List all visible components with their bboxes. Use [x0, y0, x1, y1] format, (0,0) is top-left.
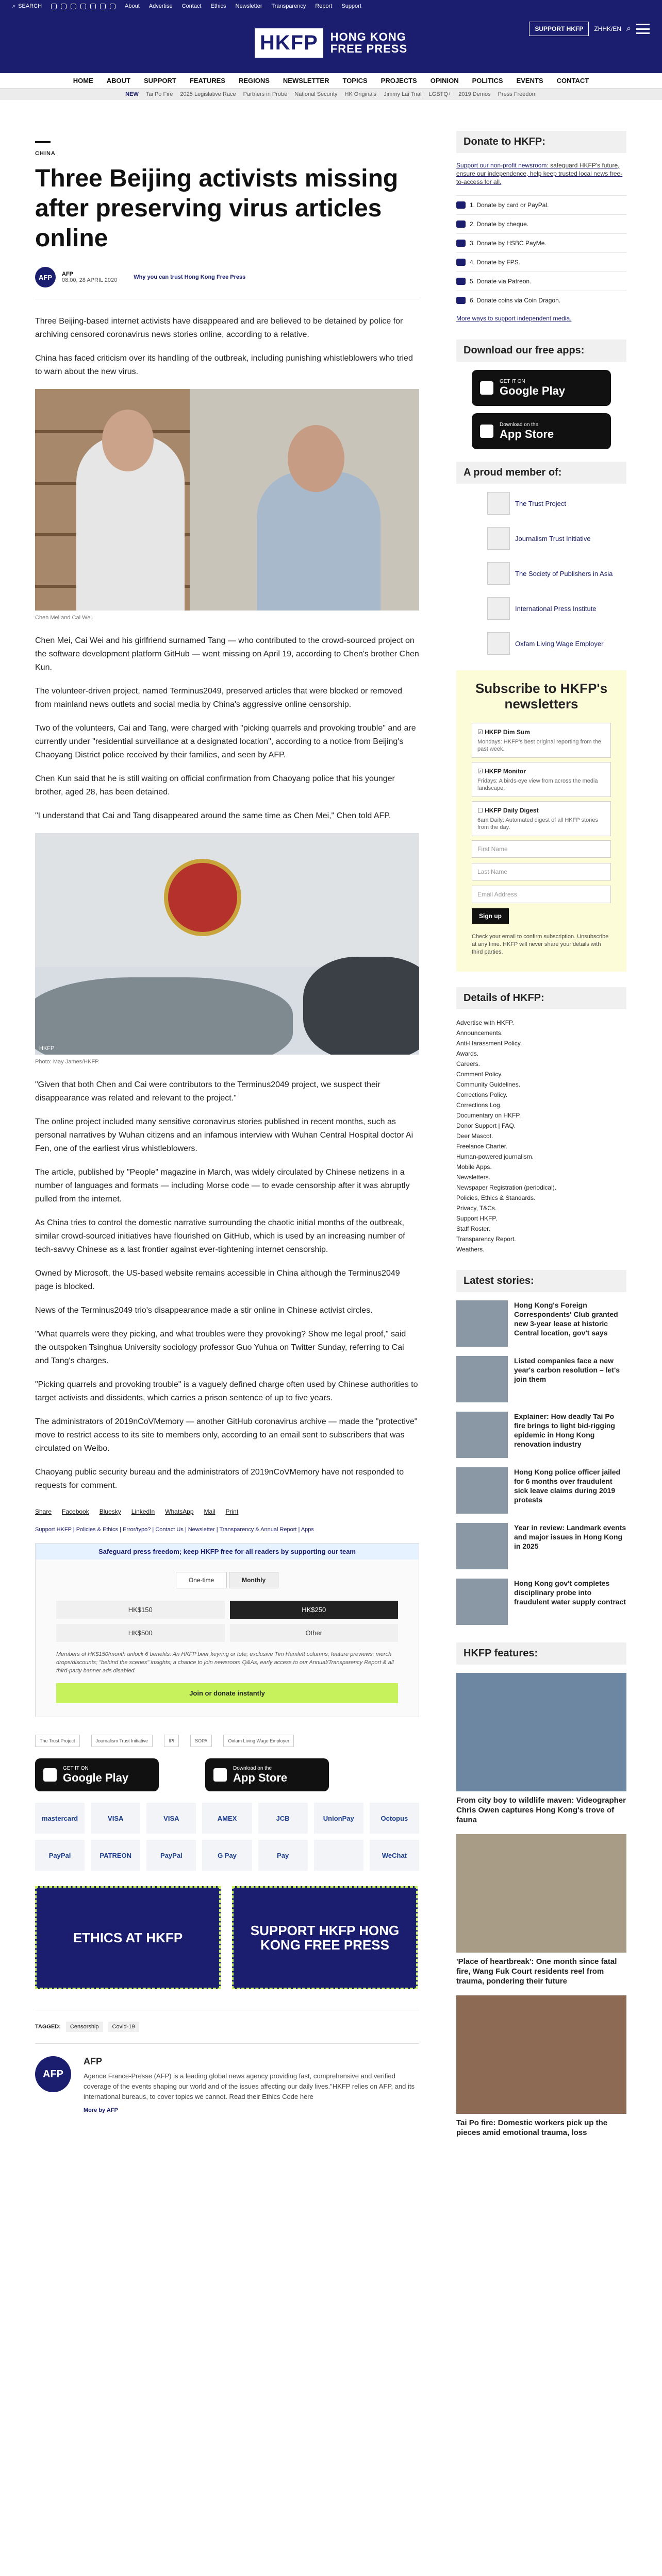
apple-icon	[213, 1768, 227, 1782]
paragraph: The administrators of 2019nCoVMemory — another GitHub coronavirus archive — made the "protective" move to restrict access to its site to members only, according to an email sent to subscribers that was circulated on Weibo.	[35, 1417, 418, 1453]
about-link[interactable]: Policies, Ethics & Standards.	[456, 1194, 536, 1201]
story-thumbnail	[456, 1300, 508, 1347]
photo-caption: Photo: May James/HKFP.	[35, 1059, 100, 1065]
about-link[interactable]: Privacy, T&Cs.	[456, 1205, 497, 1212]
payment-methods	[35, 1803, 419, 1871]
story-thumbnail	[456, 1356, 508, 1402]
nav-newsletter[interactable]: NEWSLETTER	[283, 77, 329, 84]
publish-date: 08:00, 28 APRIL 2020	[62, 277, 118, 283]
search-icon[interactable]: ⌕	[626, 24, 631, 33]
donate-option[interactable]: 1. Donate by card or PayPal.	[456, 195, 626, 214]
paypal-icon: PayPal	[146, 1840, 196, 1871]
share-links	[35, 1508, 419, 1515]
trending-bar: NEW Tai Po Fire 2025 Legislative Race Partners in Probe National Security HK Originals Jimmy Lai Trial LGBTQ+ 2019 Demos Press Freedom	[0, 89, 662, 100]
feature-image	[456, 1995, 626, 2114]
wechat-icon: WeChat	[370, 1840, 419, 1871]
menu-icon[interactable]	[636, 24, 650, 34]
email-input[interactable]: Email Address	[472, 886, 611, 903]
share-bluesky[interactable]: Bluesky	[99, 1508, 121, 1515]
freq-monthly[interactable]: Monthly	[229, 1572, 278, 1588]
author-name[interactable]: AFP	[62, 271, 73, 277]
article-category[interactable]: CHINA	[35, 150, 56, 157]
mastercard-icon: mastercard	[35, 1803, 85, 1834]
last-name-input[interactable]: Last Name	[472, 863, 611, 880]
activists-photo	[35, 389, 419, 611]
paragraph: The article, published by "People" magazine in March, was widely circulated by Chinese netizens in a number of languages and formats — including Morse code — to evade censorship after it was abruptly pulled from the internet.	[35, 1168, 410, 1204]
trending-link[interactable]: Jimmy Lai Trial	[384, 91, 422, 97]
visa-icon: VISA	[146, 1803, 196, 1834]
feature-image	[456, 1673, 626, 1791]
app-store-button[interactable]: Download on the App Store	[205, 1758, 329, 1791]
amount-option[interactable]: HK$150	[56, 1601, 225, 1619]
paragraph: "Given that both Chen and Cai were contributors to the Terminus2049 project, we suspect their disappearance was related and relevant to the project."	[35, 1080, 380, 1103]
share-label: Share	[35, 1508, 52, 1515]
fps-icon	[456, 259, 466, 266]
features-heading: HKFP features:	[456, 1642, 626, 1665]
member-sopa[interactable]: The Society of Publishers in Asia	[487, 562, 626, 585]
about-link[interactable]: Weathers.	[456, 1246, 485, 1253]
language-switch[interactable]: ZHHK/EN	[594, 25, 622, 32]
emblem-photo	[35, 833, 419, 1055]
trending-link[interactable]: National Security	[294, 91, 338, 97]
top-utility-bar	[0, 0, 662, 12]
threads-icon[interactable]	[100, 4, 106, 9]
google-play-icon	[43, 1768, 57, 1782]
feature-story[interactable]: Tai Po fire: Domestic workers pick up the pieces amid emotional trauma, loss	[456, 1995, 626, 2138]
paragraph: The volunteer-driven project, named Terminus2049, preserved articles that were blocked or removed from mainland news outlets and social media by China's aggressive online censorship.	[35, 687, 403, 709]
about-link[interactable]: Advertise with HKFP.	[456, 1019, 514, 1026]
about-link[interactable]: Awards.	[456, 1050, 479, 1057]
nav-politics[interactable]: POLITICS	[472, 77, 503, 84]
jcb-icon: JCB	[258, 1803, 308, 1834]
sidebar	[456, 100, 626, 2138]
latest-story[interactable]: Hong Kong gov't completes disciplinary probe into fraudulent water supply contract	[456, 1579, 626, 1625]
badge-oxfam[interactable]: Oxfam Living Wage Employer	[223, 1735, 294, 1747]
nav-support[interactable]: SUPPORT	[144, 77, 176, 84]
story-thumbnail	[456, 1523, 508, 1569]
facebook-icon[interactable]	[51, 4, 57, 9]
site-logo[interactable]: HKFP HONG KONG FREE PRESS	[255, 28, 407, 58]
payme-icon	[456, 240, 466, 247]
paragraph: The online project included many sensitive coronavirus stories published in recent months, such as personal narratives by Wuhan citizens and an infamous interview with Wuhan Central Hospital doctor Ai Fen, one of the earliest virus whistleblowers.	[35, 1117, 413, 1153]
apps-heading: Download our free apps:	[456, 340, 626, 362]
author-avatar[interactable]: AFP	[35, 267, 56, 287]
about-link[interactable]: Documentary on HKFP.	[456, 1112, 521, 1119]
about-link[interactable]: Support HKFP.	[456, 1215, 498, 1222]
nav-regions[interactable]: REGIONS	[238, 77, 270, 84]
nav-home[interactable]: HOME	[73, 77, 93, 84]
share-whatsapp[interactable]: WhatsApp	[165, 1508, 194, 1515]
coin-icon	[456, 297, 466, 304]
frequency-toggle	[36, 1572, 419, 1588]
newsletter-option[interactable]: ☐ HKFP Daily Digest 6am Daily: Automated digest of all HKFP stories from the day.	[472, 801, 611, 836]
byline	[35, 267, 419, 299]
paragraph: Chen Kun said that he is still waiting on official confirmation from Chaoyang police that his younger brother, aged 28, has been detained.	[35, 774, 395, 796]
sopa-logo	[487, 562, 510, 585]
about-link[interactable]: Deer Mascot.	[456, 1132, 493, 1140]
apple-icon	[480, 425, 493, 438]
donate-intro-link[interactable]: Support our non-profit newsroom	[456, 162, 547, 169]
badge-trust-project[interactable]: The Trust Project	[35, 1735, 80, 1747]
first-name-input[interactable]: First Name	[472, 840, 611, 858]
google-pay-icon: G Pay	[202, 1840, 252, 1871]
about-link[interactable]: Announcements.	[456, 1029, 503, 1037]
badge-ipi[interactable]: IPI	[164, 1735, 179, 1747]
rss-icon[interactable]	[110, 4, 115, 9]
site-header	[0, 12, 662, 73]
nav-about[interactable]: ABOUT	[106, 77, 130, 84]
donate-title: Safeguard press freedom; keep HKFP free for all readers by supporting our team	[36, 1544, 419, 1560]
app-store-button[interactable]: Download on the App Store	[472, 413, 611, 449]
card-icon	[456, 201, 466, 209]
trust-link[interactable]: Why you can trust Hong Kong Free Press	[134, 274, 246, 280]
nav-projects[interactable]: PROJECTS	[380, 77, 417, 84]
instagram-icon[interactable]	[71, 4, 76, 9]
about-link[interactable]: Corrections Log.	[456, 1101, 502, 1109]
ipi-logo	[487, 597, 510, 620]
member-oxfam[interactable]: Oxfam Living Wage Employer	[487, 632, 626, 655]
author-box-name[interactable]: AFP	[84, 2056, 102, 2066]
donate-intro: Support our non-profit newsroom: safeguard HKFP's future, ensure our independence, help keep trusted local news free-to-access for all.	[456, 162, 623, 185]
trending-link[interactable]: Tai Po Fire	[145, 91, 173, 97]
article-main	[35, 100, 419, 2138]
about-link[interactable]: Careers.	[456, 1060, 481, 1067]
paragraph: As China tries to control the domestic narrative surrounding the chaotic initial months of the outbreak, similar crowd-sourced initiatives have flourished on GitHub, which is used by an increasing number of tech-savvy Chinese as a last frontier against ever-tightening internet censorship.	[35, 1218, 405, 1254]
memberships	[456, 492, 626, 655]
payme-icon	[314, 1840, 363, 1871]
trending-link[interactable]: HK Originals	[344, 91, 377, 97]
trending-link[interactable]: Press Freedom	[498, 91, 537, 97]
story-thumbnail	[456, 1412, 508, 1458]
newsletter-title: Subscribe to HKFP's newsletters	[475, 681, 608, 711]
newsletter-option[interactable]: ☑ HKFP Dim Sum Mondays: HKFP's best original reporting from the past week.	[472, 723, 611, 758]
apple-pay-icon: Pay	[258, 1840, 308, 1871]
main-navigation	[0, 73, 662, 89]
topbar-transparency[interactable]: Transparency	[271, 3, 306, 9]
member-jti[interactable]: Journalism Trust Initiative	[487, 527, 626, 550]
about-link[interactable]: Comment Policy.	[456, 1071, 503, 1078]
feature-image	[456, 1834, 626, 1953]
feature-story[interactable]: 'Place of heartbreak': One month since fatal fire, Wang Fuk Court residents reel from trauma, pondering their future	[456, 1834, 626, 1986]
about-link[interactable]: Donor Support | FAQ.	[456, 1122, 516, 1129]
member-trust-project[interactable]: The Trust Project	[487, 492, 626, 515]
trust-badges	[35, 1735, 419, 1747]
photo-caption: Chen Mei and Cai Wei.	[35, 615, 93, 621]
badge-sopa[interactable]: SOPA	[190, 1735, 212, 1747]
youtube-icon[interactable]	[80, 4, 86, 9]
search-button[interactable]: ⌕ SEARCH	[12, 3, 42, 9]
donate-option[interactable]: 2. Donate by cheque.	[456, 214, 626, 233]
trending-link[interactable]: 2025 Legislative Race	[180, 91, 236, 97]
topbar-advertise[interactable]: Advertise	[148, 3, 173, 9]
paragraph: Three Beijing-based internet activists have disappeared and are believed to be detained by police for archiving censored coronavirus news stories online, according to a relative.	[35, 317, 403, 339]
patreon-icon: PATREON	[91, 1840, 140, 1871]
x-icon[interactable]	[61, 4, 67, 9]
trending-link[interactable]: Partners in Probe	[243, 91, 288, 97]
nav-opinion[interactable]: OPINION	[430, 77, 459, 84]
nav-events[interactable]: EVENTS	[516, 77, 543, 84]
tag[interactable]: Censorship	[66, 2022, 103, 2032]
amount-options	[36, 1601, 419, 1642]
promo-banners	[35, 1886, 419, 1989]
photo-credit: HKFP	[39, 1045, 55, 1052]
topbar-about[interactable]: About	[125, 3, 140, 9]
author-bio: Agence France-Presse (AFP) is a leading global news agency providing fast, comprehensive and verified coverage of the events shaping our world and of the issues affecting our daily lives."HKFP relies on AFP, and its international bureaus, to cover topics we cannot. Read their Ethics Code here	[84, 2072, 415, 2100]
about-link[interactable]: Anti-Harassment Policy.	[456, 1040, 522, 1047]
about-heading: Details of HKFP:	[456, 987, 626, 1009]
newsletter-option[interactable]: ☑ HKFP Monitor Fridays: A birds-eye view from across the media landscape.	[472, 762, 611, 797]
newsletter-disclaimer: Check your email to confirm subscription. Unsubscribe at any time. HKFP will never share your details with third parties.	[472, 934, 609, 955]
donate-option[interactable]: 5. Donate via Patreon.	[456, 272, 626, 291]
about-link[interactable]: Community Guidelines.	[456, 1081, 521, 1088]
tags-label: TAGGED:	[35, 2024, 61, 2030]
share-facebook[interactable]: Facebook	[62, 1508, 89, 1515]
share-mail[interactable]: Mail	[204, 1508, 216, 1515]
tag[interactable]: Covid-19	[108, 2022, 139, 2032]
donate-option[interactable]: 6. Donate coins via Coin Dragon.	[456, 291, 626, 310]
about-link[interactable]: Newspaper Registration (periodical).	[456, 1184, 557, 1191]
google-play-button[interactable]: GET IT ON Google Play	[35, 1758, 159, 1791]
about-link[interactable]: Mobile Apps.	[456, 1163, 492, 1171]
more-ways-link[interactable]: More ways to support independent media.	[456, 315, 572, 322]
ethics-banner[interactable]: ETHICS AT HKFP	[35, 1886, 221, 1989]
about-link[interactable]: Staff Roster.	[456, 1225, 490, 1232]
about-link[interactable]: Freelance Charter.	[456, 1143, 508, 1150]
paragraph: Chen Mei, Cai Wei and his girlfriend surnamed Tang — who contributed to the crowd-sourced project on the software development platform GitHub — went missing on April 19, according to Chen's brother Chen Kun.	[35, 636, 419, 672]
author-box	[35, 2043, 419, 2126]
signup-button[interactable]: Sign up	[472, 908, 509, 924]
amount-option-other[interactable]: Other	[230, 1624, 399, 1642]
paragraph: "I understand that Cai and Tang disappeared around the same time as Chen Mei," Chen told AFP.	[35, 811, 391, 820]
donate-option[interactable]: 4. Donate by FPS.	[456, 252, 626, 272]
feature-stories	[456, 1673, 626, 2138]
google-play-button[interactable]: GET IT ON Google Play	[472, 370, 611, 406]
donate-option[interactable]: 3. Donate by HSBC PayMe.	[456, 233, 626, 252]
support-hkfp-button[interactable]: SUPPORT HKFP	[529, 22, 589, 36]
about-link[interactable]: Corrections Policy.	[456, 1091, 508, 1098]
trust-project-logo	[487, 492, 510, 515]
author-avatar[interactable]: AFP	[35, 2056, 71, 2092]
about-link[interactable]: Newsletters.	[456, 1174, 491, 1181]
support-banner[interactable]: SUPPORT HKFP HONG KONG FREE PRESS	[232, 1886, 418, 1989]
latest-story[interactable]: Explainer: How deadly Tai Po fire brings to light bid-rigging epidemic in Hong Kong renovation industry	[456, 1412, 626, 1458]
paragraph: News of the Terminus2049 trio's disappearance made a stir online in Chinese activist circles.	[35, 1306, 373, 1315]
trending-link[interactable]: 2019 Demos	[458, 91, 491, 97]
donate-heading: Donate to HKFP:	[456, 131, 626, 153]
about-link[interactable]: Transparency Report.	[456, 1235, 516, 1243]
about-link[interactable]: Human-powered journalism.	[456, 1153, 534, 1160]
share-print[interactable]: Print	[225, 1508, 239, 1515]
app-buttons	[35, 1758, 419, 1791]
story-thumbnail	[456, 1467, 508, 1514]
latest-heading: Latest stories:	[456, 1270, 626, 1292]
cheque-icon	[456, 221, 466, 228]
unionpay-icon: UnionPay	[314, 1803, 363, 1834]
share-linkedin[interactable]: LinkedIn	[131, 1508, 155, 1515]
about-list	[456, 1018, 626, 1255]
more-by-author[interactable]: More by AFP	[84, 2107, 118, 2113]
linkedin-icon[interactable]	[90, 4, 96, 9]
amount-option[interactable]: HK$500	[56, 1624, 225, 1642]
latest-story[interactable]: Year in review: Landmark events and major issues in Hong Kong in 2025	[456, 1523, 626, 1569]
latest-story[interactable]: Listed companies face a new year's carbon resolution – let's join them	[456, 1356, 626, 1402]
topbar-contact[interactable]: Contact	[181, 3, 202, 9]
article-tags	[35, 2010, 419, 2032]
member-ipi[interactable]: International Press Institute	[487, 597, 626, 620]
join-donate-button[interactable]: Join or donate instantly	[56, 1683, 398, 1703]
paragraph: China has faced criticism over its handling of the outbreak, including punishing whistleblowers who tried to warn about the new virus.	[35, 354, 413, 376]
feature-story[interactable]: From city boy to wildlife maven: Videographer Chris Owen captures Hong Kong's trove of fauna	[456, 1673, 626, 1825]
article-title: Three Beijing activists missing after preserving virus articles online	[35, 165, 399, 252]
freq-one-time[interactable]: One-time	[176, 1572, 227, 1588]
nav-features[interactable]: FEATURES	[189, 77, 225, 84]
visa-icon: VISA	[91, 1803, 140, 1834]
search-icon: ⌕	[12, 3, 16, 9]
paragraph: Two of the volunteers, Cai and Tang, were charged with "picking quarrels and provoking trouble" and are currently under "residential surveillance at a designated location", according to a notice from Beijing's Chaoyang District police received by their families, and seen by AFP.	[35, 724, 416, 759]
octopus-icon: Octopus	[370, 1803, 419, 1834]
donate-widget	[35, 1543, 419, 1717]
jti-logo	[487, 527, 510, 550]
google-play-icon	[480, 381, 493, 395]
membership-note: Members of HK$150/month unlock 6 benefits: An HKFP beer keyring or tote; exclusive Tim Hamlett columns; feature previews; merch drops/discounts; "behind the scenes" insights; a chance to join newsroom Q&As, early access to our Annual/Transparency Report & all third-party banner ads disabled.	[56, 1651, 394, 1674]
kicker-rule	[35, 141, 51, 143]
paragraph: "Picking quarrels and provoking trouble" is a vaguely defined charge often used by Chinese authorities to target activists and dissidents, which carries a prison sentence of up to five years.	[35, 1380, 418, 1402]
amount-option-selected[interactable]: HK$250	[230, 1601, 399, 1619]
paragraph: Chaoyang public security bureau and the administrators of 2019nCoVMemory have not responded to requests for comment.	[35, 1468, 404, 1490]
paragraph: Owned by Microsoft, the US-based website remains accessible in China although the Terminus2049 page is blocked.	[35, 1269, 400, 1291]
nav-topics[interactable]: TOPICS	[342, 77, 368, 84]
latest-story[interactable]: Hong Kong's Foreign Correspondents' Club granted new 3-year lease at historic Central location, gov't says	[456, 1300, 626, 1347]
social-icons	[51, 4, 115, 9]
trending-link[interactable]: LGBTQ+	[428, 91, 452, 97]
paragraph: "What quarrels were they picking, and what troubles were they provoking? Show me legal proof," said the outspoken Tsinghua University sociology professor Guo Yuhua on Twitter Sunday, referring to Cai and Tang's charges.	[35, 1330, 406, 1365]
topbar-support[interactable]: Support	[341, 3, 361, 9]
topbar-report[interactable]: Report	[315, 3, 333, 9]
badge-jti[interactable]: Journalism Trust Initiative	[91, 1735, 153, 1747]
proud-heading: A proud member of:	[456, 462, 626, 484]
footer-links[interactable]: Support HKFP | Policies & Ethics | Error/typo? | Contact Us | Newsletter | Transparency & Annual Report | Apps	[35, 1527, 314, 1533]
topbar-newsletter[interactable]: Newsletter	[235, 3, 262, 9]
story-thumbnail	[456, 1579, 508, 1625]
latest-story[interactable]: Hong Kong police officer jailed for 6 months over fraudulent sick leave claims during 2019 protests	[456, 1467, 626, 1514]
newsletter-signup	[456, 670, 626, 972]
paypal-icon: PayPal	[35, 1840, 85, 1871]
latest-stories	[456, 1300, 626, 1625]
amex-icon: AMEX	[202, 1803, 252, 1834]
oxfam-logo	[487, 632, 510, 655]
patreon-icon	[456, 278, 466, 285]
topbar-ethics[interactable]: Ethics	[210, 3, 226, 9]
nav-contact[interactable]: CONTACT	[556, 77, 589, 84]
